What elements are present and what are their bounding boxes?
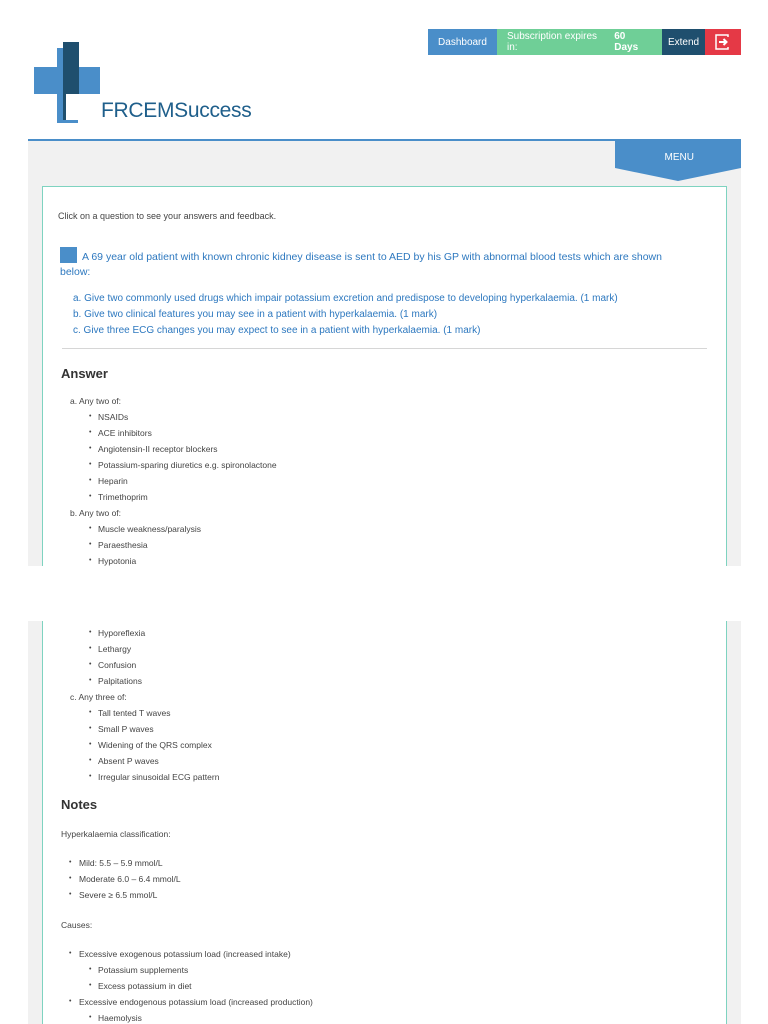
subscription-status (497, 29, 662, 55)
logo-cross-icon (34, 42, 104, 126)
list-item: • Irregular sinusoidal ECG pattern (70, 769, 219, 785)
list-item: • Excessive exogenous potassium load (increased intake) (61, 946, 313, 962)
question-parts (73, 291, 618, 339)
list-item: • Potassium-sparing diuretics e.g. spironolactone (70, 457, 277, 473)
logout-icon (714, 33, 732, 51)
dashboard-button[interactable]: Dashboard (428, 29, 497, 55)
question-title[interactable] (60, 247, 690, 280)
list-item: • Severe ≥ 6.5 mmol/L (61, 887, 181, 903)
list-item: • Trimethoprim (70, 489, 277, 505)
logo-brand: FRCEM (101, 99, 175, 122)
question-marker-icon (60, 247, 77, 263)
list-item: • Moderate 6.0 – 6.4 mmol/L (61, 871, 181, 887)
notes-classification-label: Hyperkalaemia classification: (61, 829, 171, 839)
logo-brand-suffix: Success (174, 99, 252, 122)
list-item: • Potassium supplements (61, 962, 313, 978)
screenshot-seam (0, 566, 768, 621)
list-item: • NSAIDs (70, 409, 277, 425)
notes-heading: Notes (61, 797, 98, 812)
list-item: • Mild: 5.5 – 5.9 mmol/L (61, 855, 181, 871)
list-item: • Excessive endogenous potassium load (increased production) (61, 994, 313, 1010)
list-item: • Tall tented T waves (70, 705, 219, 721)
list-item: • Muscle weakness/paralysis (70, 521, 277, 537)
question-part[interactable]: b. Give two clinical features you may see in a patient with hyperkalaemia. (1 mark) (73, 309, 438, 320)
menu-button[interactable]: MENU (664, 152, 694, 163)
logout-button[interactable] (705, 29, 741, 55)
list-item: • ACE inhibitors (70, 425, 277, 441)
list-item: • Excess potassium in diet (61, 978, 313, 994)
list-item: • Haemolysis (61, 1010, 313, 1024)
answer-list-bottom (70, 625, 219, 785)
site-logo[interactable] (34, 42, 264, 126)
answer-heading: Answer (61, 366, 108, 381)
section-divider (62, 348, 707, 349)
subscription-label: Subscription expires in: (507, 31, 598, 53)
answer-b-label: b. Any two of: (70, 508, 122, 518)
logo-text (101, 99, 251, 123)
extend-button[interactable]: Extend (662, 29, 705, 55)
list-item: • Hyporeflexia (70, 625, 219, 641)
subscription-days: 60 Days (614, 31, 639, 53)
top-bar (428, 29, 741, 55)
intro-text: Click on a question to see your answers and feedback. (58, 211, 277, 221)
question-text: A 69 year old patient with known chronic kidney disease is sent to AED by his GP with abnormal blood tests which are shown below: (60, 251, 662, 278)
list-item: • Confusion (70, 657, 219, 673)
answer-a-label: a. Any two of: (70, 396, 122, 406)
answer-list-top (70, 393, 277, 569)
list-item: • Small P waves (70, 721, 219, 737)
list-item: • Widening of the QRS complex (70, 737, 219, 753)
list-item: • Heparin (70, 473, 277, 489)
list-item: • Angiotensin-II receptor blockers (70, 441, 277, 457)
list-item: • Palpitations (70, 673, 219, 689)
question-part[interactable]: a. Give two commonly used drugs which impair potassium excretion and predispose to developing hyperkalaemia. (1 mark) (73, 293, 618, 304)
list-item: • Absent P waves (70, 753, 219, 769)
notes-causes-list (61, 946, 313, 1024)
answer-c-label: c. Any three of: (70, 692, 127, 702)
list-item: • Lethargy (70, 641, 219, 657)
question-part[interactable]: c. Give three ECG changes you may expect to see in a patient with hyperkalaemia. (1 mark) (73, 325, 481, 336)
list-item: • Hypotonia (70, 553, 277, 569)
notes-classification-list (61, 855, 181, 903)
list-item: • Paraesthesia (70, 537, 277, 553)
notes-causes-label: Causes: (61, 920, 93, 930)
